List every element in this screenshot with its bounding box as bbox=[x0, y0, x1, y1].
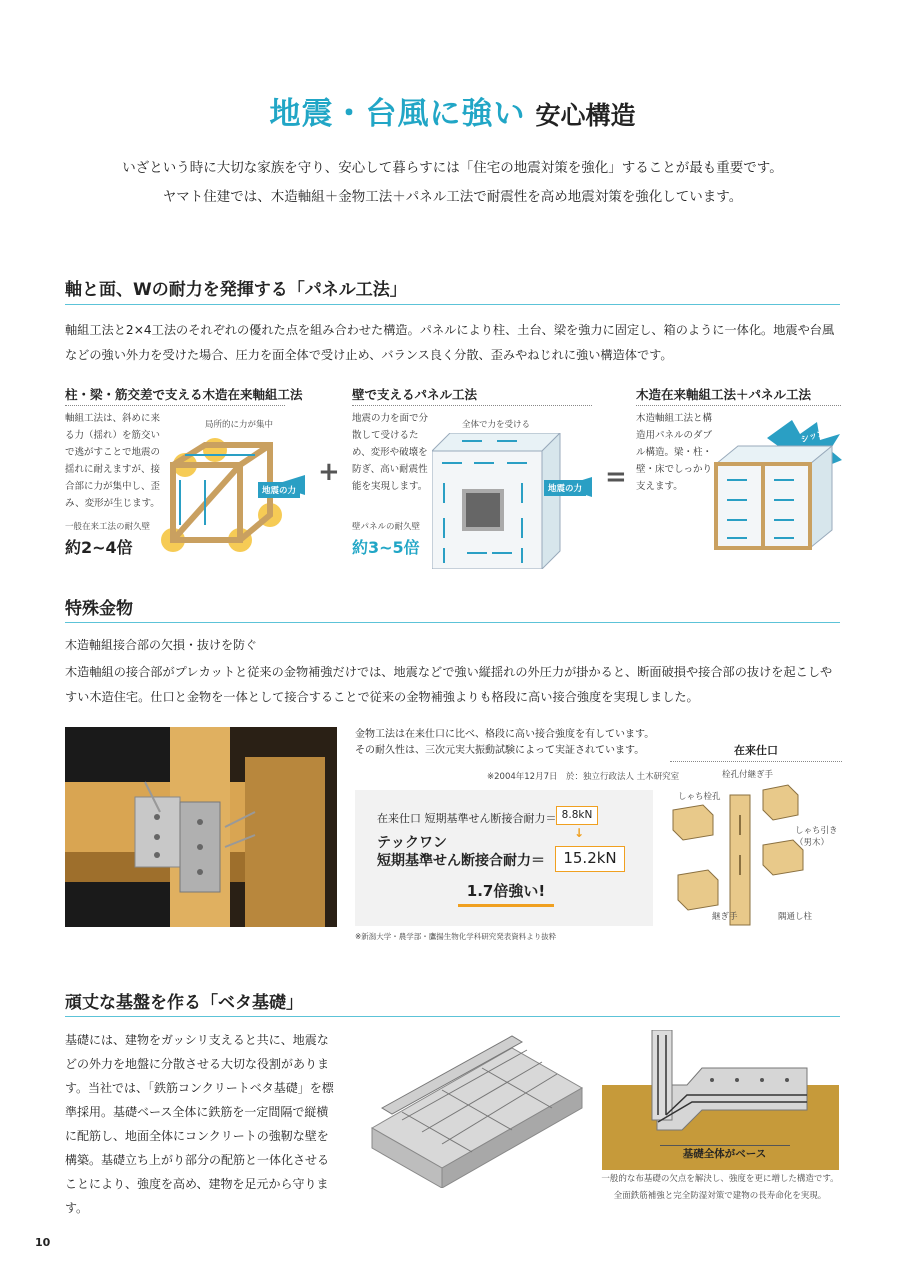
burst-label: シッカリ bbox=[799, 424, 835, 446]
col2-note: 壁パネルの耐久壁 bbox=[352, 522, 421, 532]
col3-dotted-rule bbox=[636, 405, 841, 406]
col1-force-label: 地震の力 bbox=[258, 482, 300, 498]
hardware-body: 木造軸組の接合部がプレカットと従来の金物補強だけでは、地震などで強い縦揺れの外圧力が掛かると、断面破損や接合部の抜けを起こしやすい木造住宅。仕口と金物を一体として接合することで従来の金物補強よりも格段に高い接合強度を実現しました。 bbox=[65, 665, 833, 704]
row2-label-a: テックワン bbox=[377, 835, 447, 851]
foundation-body: 基礎には、建物をガッシリ支えると共に、地震などの外力を地盤に分散させる大切な役割があります。当社では、「鉄筋コンクリートベタ基礎」を標準採用。基礎ベース全体に鉄筋を一定間隔で縦横に配筋し、地面全体にコンクリートの強靭な壁を構築。基礎立ち上がり部分の配筋と一体化させることにより、強度を高め、建物を足元から守ります。 bbox=[65, 1033, 334, 1215]
section-divider bbox=[65, 622, 840, 623]
col1-heading: 柱・梁・筋交差で支える木造在来軸組工法 bbox=[65, 387, 303, 402]
foundation-caption-2: 全面鉄筋補強と完全防湿対策で建物の長寿命化を実現。 bbox=[613, 1191, 827, 1201]
section-divider bbox=[65, 1016, 840, 1017]
panel-section-title: 軸と面、Wの耐力を発揮する「パネル工法」 bbox=[65, 280, 407, 300]
row1-value: 8.8kN bbox=[556, 806, 598, 825]
col3-heading: 木造在来軸組工法＋パネル工法 bbox=[636, 387, 812, 402]
plus-sign: + bbox=[318, 457, 340, 487]
page-title bbox=[0, 88, 905, 133]
col2-force-label: 地震の力 bbox=[544, 480, 586, 496]
col2-callout: 全体で力を受ける bbox=[462, 420, 531, 430]
arrow-down-icon: ↓ bbox=[574, 826, 585, 840]
hardware-date-note: ※2004年12月7日 於：独立行政法人 土木研究室 bbox=[487, 772, 680, 782]
hardware-desc: 金物工法は在来仕口に比べ、格段に高い接合強度を有しています。その耐久性は、三次元実大振動試験によって実証されています。 bbox=[355, 729, 655, 756]
col1-note: 一般在来工法の耐久壁 bbox=[65, 522, 151, 532]
col1-value: 約2~4倍 bbox=[65, 538, 133, 557]
col2-dotted-rule bbox=[352, 405, 592, 406]
joint-label-3: しゃち引き（男木） bbox=[795, 826, 838, 848]
row2-label-b: 短期基準せん断接合耐力＝ bbox=[377, 853, 545, 869]
hardware-photo bbox=[65, 727, 337, 927]
title-sub: 安心構造 bbox=[535, 101, 636, 130]
combined-structure-diagram bbox=[712, 420, 842, 552]
section-divider bbox=[65, 304, 840, 305]
base-label: 基礎全体がベース bbox=[682, 1148, 767, 1160]
foundation-caption-1: 一般的な布基礎の欠点を解決し、強度を更に増した構造です。 bbox=[601, 1174, 839, 1184]
joint-label-2: しゃち栓孔 bbox=[678, 792, 721, 802]
strength-ratio: 1.7倍強い! bbox=[458, 880, 554, 907]
hardware-subtitle: 木造軸組接合部の欠損・抜けを防ぐ bbox=[65, 638, 258, 652]
col2-heading: 壁で支えるパネル工法 bbox=[352, 387, 478, 402]
joint-label-5: 隅通し柱 bbox=[778, 912, 813, 922]
col2-text: 地震の力を面で分散して受けるため、変形や破壊を防ぎ、高い耐震性能を実現します。 bbox=[352, 413, 429, 492]
joint-diagram-title: 在来仕口 bbox=[670, 742, 842, 762]
row1-label: 在来仕口 短期基準せん断接合耐力＝ bbox=[377, 812, 557, 825]
title-main: 地震・台風に強い bbox=[269, 96, 526, 132]
page-number: 10 bbox=[35, 1236, 51, 1249]
foundation-section-title: 頑丈な基盤を作る「ベタ基礎」 bbox=[65, 993, 303, 1013]
hardware-source: ※新潟大学・農学部・鷹揚生物化学科研究発表資料より抜粋 bbox=[355, 932, 557, 941]
equals-sign: = bbox=[605, 462, 627, 492]
joint-label-4: 継ぎ手 bbox=[712, 912, 738, 922]
panel-box-diagram bbox=[432, 433, 592, 569]
col3-text: 木造軸組工法と構造用パネルのダブル構造。梁・柱・壁・床でしっかり支えます。 bbox=[636, 413, 713, 492]
lead-line-2: ヤマト住建では、木造軸組＋金物工法＋パネル工法で耐震性を高め地震対策を強化しています。 bbox=[162, 189, 743, 205]
foundation-3d-diagram bbox=[362, 1028, 587, 1188]
col1-text: 軸組工法は、斜めに来る力（揺れ）を筋交いで逃がすことで地震の揺れに耐えますが、接合部に力が集中し、歪み、変形が生じます。 bbox=[65, 413, 161, 509]
col2-value: 約3~5倍 bbox=[352, 538, 420, 557]
joint-label-1: 栓孔付継ぎ手 bbox=[722, 770, 774, 780]
col1-callout: 局所的に力が集中 bbox=[205, 420, 274, 430]
panel-section-body: 軸組工法と2×4工法のそれぞれの優れた点を組み合わせた構造。パネルにより柱、土台、梁を強力に固定し、箱のように一体化。地震や台風などの強い外力を受けた場合、圧力を面全体で受け止め、バランス良く分散、歪みやねじれに強い構造体です。 bbox=[65, 323, 835, 362]
lead-line-1: いざという時に大切な家族を守り、安心して暮らすには「住宅の地震対策を強化」することが最も重要です。 bbox=[122, 160, 783, 176]
hardware-section-title: 特殊金物 bbox=[65, 599, 133, 619]
row2-value: 15.2kN bbox=[555, 846, 625, 872]
col1-dotted-rule bbox=[65, 405, 285, 406]
